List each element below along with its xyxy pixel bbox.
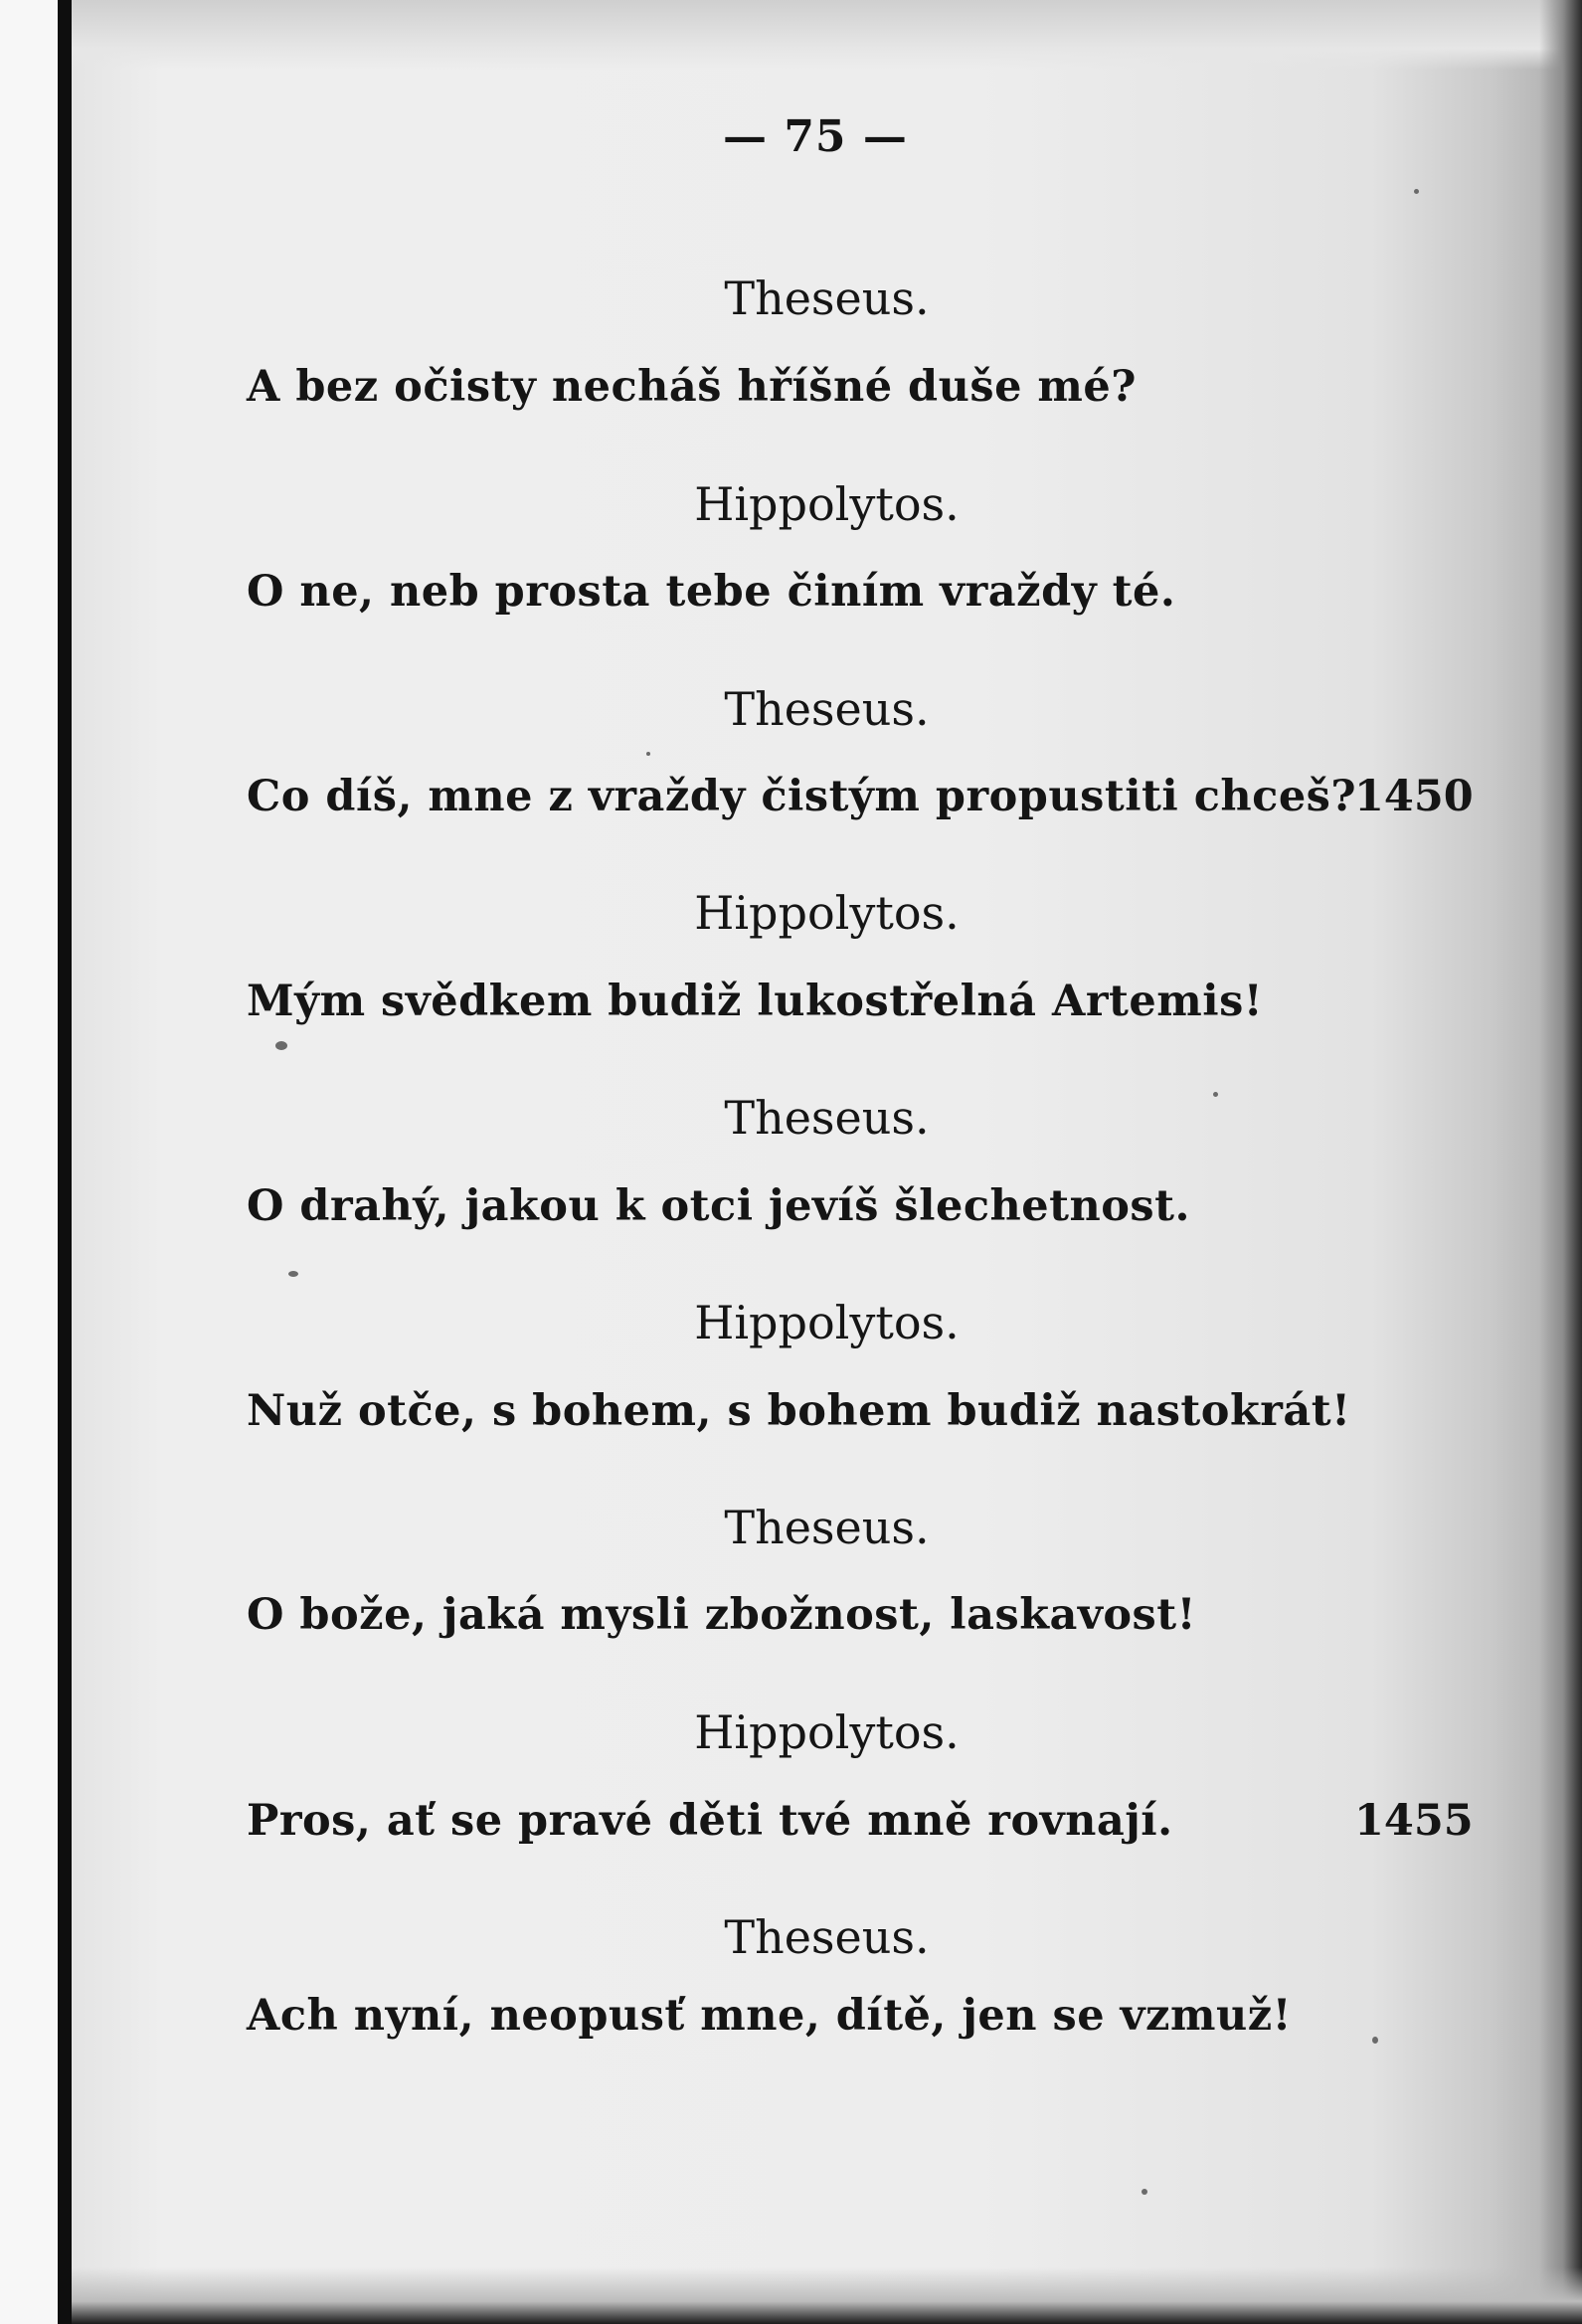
page-top-shadow [72, 0, 1582, 70]
verse-line: A bez očisty necháš hříšné duše mé? [247, 362, 1137, 412]
binding-shadow [58, 0, 72, 2324]
line-number: 1450 [1354, 772, 1474, 821]
adjacent-page-edge [0, 0, 58, 2324]
speaker-heading: Theseus. [724, 271, 930, 325]
line-number: 1455 [1354, 1796, 1474, 1846]
speaker-heading: Hippolytos. [694, 477, 960, 531]
verse-line: O ne, neb prosta tebe činím vraždy té. [247, 567, 1176, 617]
ink-speck [1414, 189, 1419, 194]
verse-line: Mým svědkem budiž lukostřelná Artemis! [247, 977, 1264, 1026]
speaker-heading: Hippolytos. [694, 886, 960, 940]
verse-line: Ach nyní, neopusť mne, dítě, jen se vzmuž! [247, 1991, 1293, 2041]
page-right-shadow [1539, 0, 1582, 2324]
book-page [72, 0, 1582, 2324]
speaker-heading: Theseus. [724, 682, 930, 736]
verse-line: Pros, ať se pravé děti tvé mně rovnají. [247, 1796, 1173, 1846]
speaker-heading: Theseus. [724, 1091, 930, 1145]
verse-line: O bože, jaká mysli zbožnost, laskavost! [247, 1590, 1196, 1640]
page-bottom-shadow [72, 2267, 1582, 2324]
verse-line: O drahý, jakou k otci jevíš šlechetnost. [247, 1181, 1190, 1231]
speaker-heading: Theseus. [724, 1501, 930, 1554]
ink-speck [1372, 2037, 1378, 2044]
page-number: — 75 — [723, 111, 908, 162]
ink-speck [275, 1041, 287, 1050]
speaker-heading: Hippolytos. [694, 1705, 960, 1759]
verse-line: Nuž otče, s bohem, s bohem budiž nastokrát! [247, 1386, 1351, 1436]
speaker-heading: Hippolytos. [694, 1296, 960, 1349]
ink-speck [288, 1271, 298, 1277]
verse-line: Co díš, mne z vraždy čistým propustiti chceš? [247, 772, 1357, 821]
ink-speck [1142, 2189, 1147, 2195]
speaker-heading: Theseus. [724, 1910, 930, 1964]
ink-speck [1213, 1092, 1218, 1097]
ink-speck [646, 752, 650, 756]
